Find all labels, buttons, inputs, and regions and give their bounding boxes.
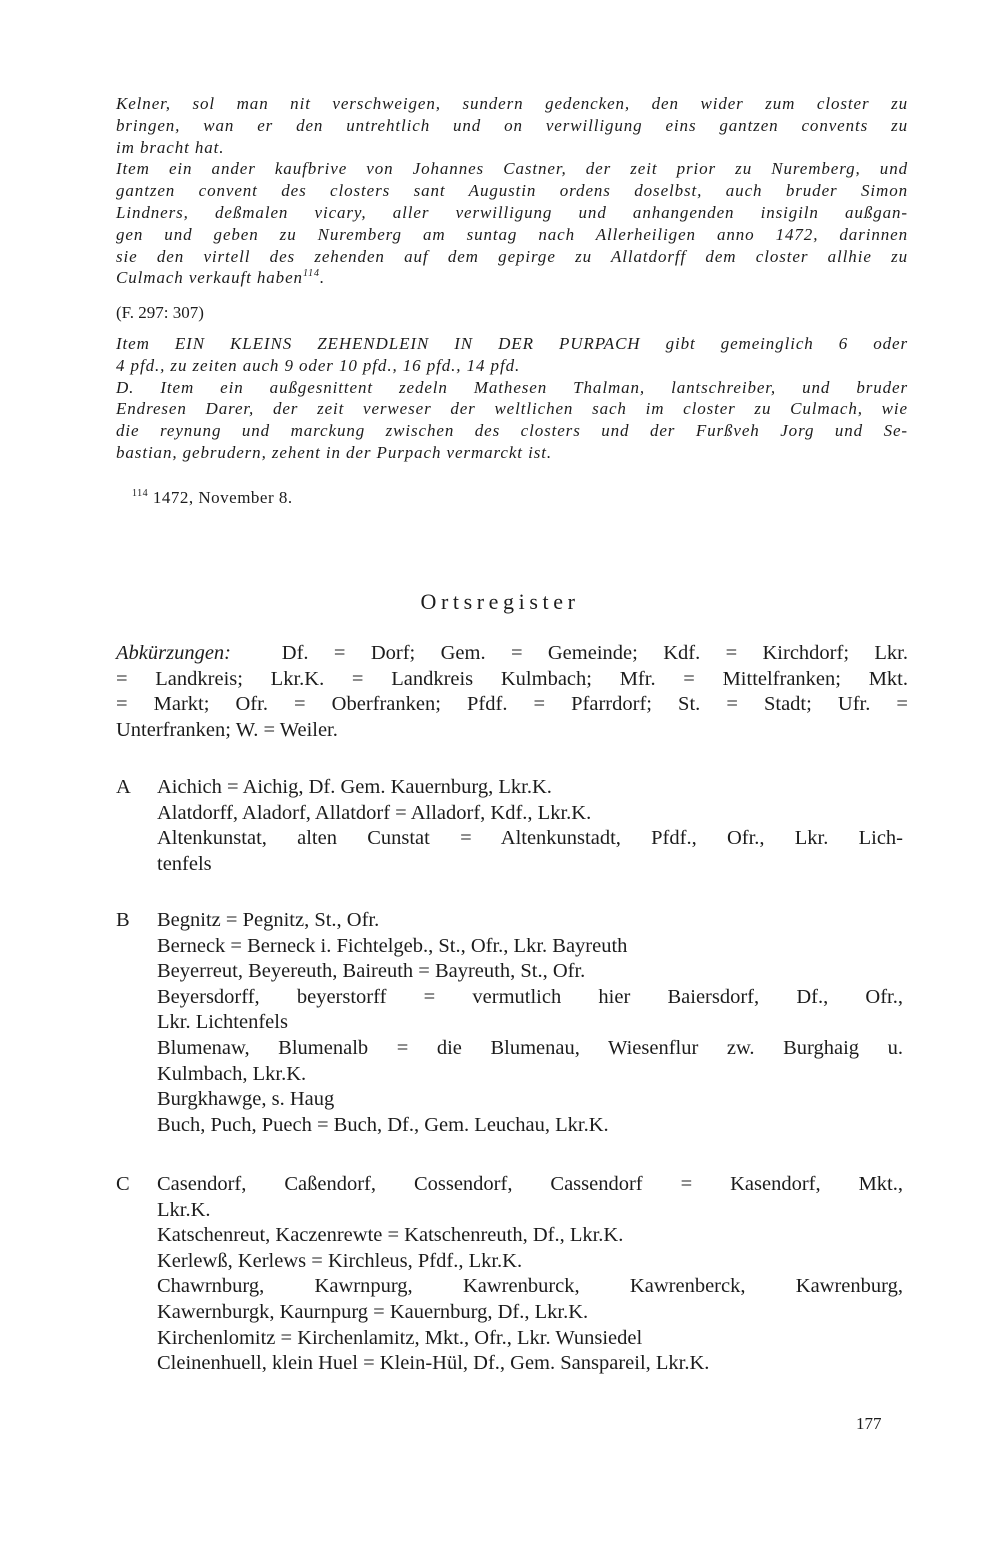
- abbreviations-label: Abkürzungen:: [116, 642, 232, 664]
- text-line: gen und geben zu Nuremberg am suntag nach Allerheiligen anno 1472, darinnen: [116, 224, 908, 244]
- text-line: D. Item ein außgesnittent zedeln Mathesen Thalman, lantschreiber, und bruder: [116, 377, 908, 397]
- text-line: die reynung und marckung zwischen des closters und der Furßveh Jorg und Se-: [116, 421, 908, 441]
- register-entry: Lkr. Lichtenfels: [157, 1011, 288, 1034]
- register-entry: Cleinenhuell, klein Huel = Klein-Hül, Df., Gem. Sanspareil, Lkr.K.: [157, 1352, 710, 1375]
- register-entry: Altenkunstat, alten Cunstat = Altenkunstadt, Pfdf., Ofr., Lkr. Lich-: [157, 827, 903, 850]
- footnote-number: 114: [132, 488, 149, 499]
- second-passage: [116, 333, 908, 464]
- text-line: Endresen Darer, der zeit verweser der weltlichen sach im closter zu Culmach, wie: [116, 399, 908, 419]
- register-entry: Kulmbach, Lkr.K.: [157, 1062, 307, 1085]
- footnote-text: 1472, November 8.: [152, 488, 293, 507]
- register-section-c: [157, 1172, 903, 1377]
- register-section-a: [157, 775, 903, 877]
- top-passage: [116, 93, 908, 289]
- register-entry: Kirchenlomitz = Kirchenlamitz, Mkt., Ofr., Lkr. Wunsiedel: [157, 1326, 643, 1349]
- text-line: bastian, gebrudern, zehent in der Purpach vermarckt ist.: [116, 442, 552, 462]
- text-line-with-note: [116, 267, 908, 289]
- folio-reference: (F. 297: 307): [116, 303, 204, 322]
- text-line: Lindners, deßmalen vicary, aller verwilligung und anhangenden insigiln außgan-: [116, 202, 908, 222]
- abbreviations-text: Df. = Dorf; Gem. = Gemeinde; Kdf. = Kirchdorf; Lkr.: [281, 642, 908, 664]
- register-entry: Chawrnburg, Kawrnpurg, Kawrenburck, Kawrenberck, Kawrenburg,: [157, 1275, 903, 1298]
- trailing-period: .: [319, 268, 326, 288]
- section-letter-c: C: [116, 1173, 130, 1195]
- register-entry: Lkr.K.: [157, 1198, 211, 1221]
- text-line: bringen, wan er den untrehtlich und on verwilligung eins gantzen convents zu: [116, 115, 908, 135]
- section-letter-b: B: [116, 909, 130, 931]
- abbreviations-line: = Markt; Ofr. = Oberfranken; Pfdf. = Pfarrdorf; St. = Stadt; Ufr. =: [116, 693, 908, 716]
- register-entry: Kerlewß, Kerlews = Kirchleus, Pfdf., Lkr.K.: [157, 1249, 523, 1272]
- register-section-b: [157, 908, 903, 1138]
- register-entry: Alatdorff, Aladorf, Allatdorf = Alladorf, Kdf., Lkr.K.: [157, 801, 592, 824]
- register-entry: Casendorf, Caßendorf, Cossendorf, Cassendorf = Kasendorf, Mkt.,: [157, 1173, 903, 1195]
- register-entry: Buch, Puch, Puech = Buch, Df., Gem. Leuchau, Lkr.K.: [157, 1113, 609, 1136]
- abbreviations-line: = Landkreis; Lkr.K. = Landkreis Kulmbach; Mfr. = Mittelfranken; Mkt.: [116, 667, 908, 690]
- register-entry: Begnitz = Pegnitz, St., Ofr.: [157, 909, 380, 931]
- text-line: im bracht hat.: [116, 137, 225, 157]
- register-entry: Burgkhawge, s. Haug: [157, 1088, 335, 1111]
- register-entry: tenfels: [157, 852, 212, 875]
- footnote-reference: 114: [302, 268, 320, 280]
- footnote: [132, 487, 293, 508]
- text-line: Item ein ander kaufbrive von Johannes Castner, der zeit prior zu Nuremberg, und: [116, 159, 908, 179]
- abbreviations-line: Unterfranken; W. = Weiler.: [116, 718, 338, 741]
- section-letter-a: A: [116, 776, 131, 798]
- register-entry: Berneck = Berneck i. Fichtelgeb., St., Ofr., Lkr. Bayreuth: [157, 934, 628, 957]
- abbreviations-block: [116, 641, 908, 743]
- page-number: 177: [856, 1414, 882, 1433]
- text-line: Culmach verkauft haben: [116, 268, 303, 288]
- text-line: sie den virtell des zehenden auf dem gepirge zu Allatdorff dem closter allhie zu: [116, 246, 908, 266]
- text-line: 4 pfd., zu zeiten auch 9 oder 10 pfd., 16 pfd., 14 pfd.: [116, 355, 521, 375]
- register-entry: Kawernburgk, Kaurnpurg = Kauernburg, Df., Lkr.K.: [157, 1300, 589, 1323]
- text-line: Item EIN KLEINS ZEHENDLEIN IN DER PURPACH gibt gemeinglich 6 oder: [116, 334, 908, 353]
- register-entry: Beyersdorff, beyerstorff = vermutlich hier Baiersdorf, Df., Ofr.,: [157, 985, 903, 1008]
- text-line: Kelner, sol man nit verschweigen, sundern gedencken, den wider zum closter zu: [116, 94, 908, 113]
- register-entry: Aichich = Aichig, Df. Gem. Kauernburg, Lkr.K.: [157, 776, 552, 798]
- register-heading: Ortsregister: [420, 589, 580, 614]
- text-line: gantzen convent des closters sant Augustin ordens doselbst, auch bruder Simon: [116, 181, 908, 201]
- abbreviations-line: [116, 641, 908, 667]
- register-entry: Blumenaw, Blumenalb = die Blumenau, Wiesenflur zw. Burghaig u.: [157, 1036, 903, 1059]
- register-entry: Beyerreut, Beyereuth, Baireuth = Bayreuth, St., Ofr.: [157, 960, 586, 983]
- register-entry: Katschenreut, Kaczenrewte = Katschenreuth, Df., Lkr.K.: [157, 1224, 624, 1247]
